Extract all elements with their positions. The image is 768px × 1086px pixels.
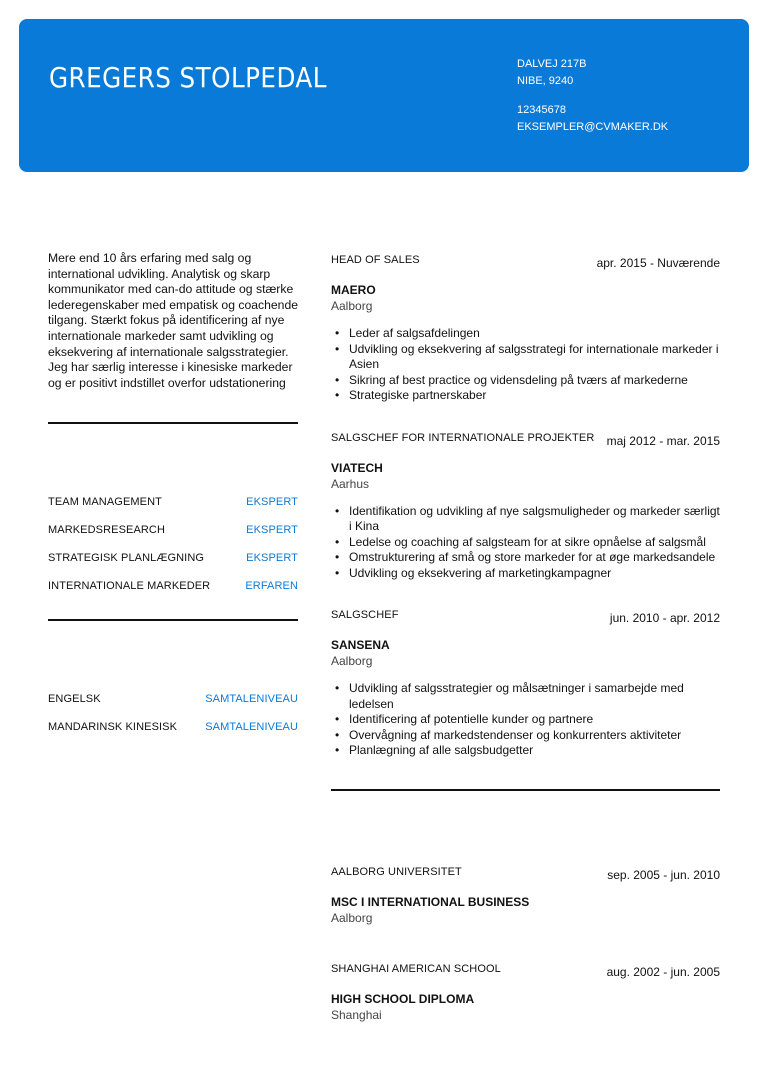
job-date: maj 2012 - mar. 2015 bbox=[606, 433, 720, 448]
company-name: SANSENA bbox=[331, 638, 390, 652]
skill-row bbox=[48, 580, 298, 608]
job-title: HEAD OF SALES bbox=[331, 254, 420, 266]
education-entry bbox=[331, 961, 720, 1022]
school-name: SHANGHAI AMERICAN SCHOOL bbox=[331, 962, 501, 975]
skill-row bbox=[48, 496, 298, 524]
job-entry bbox=[331, 607, 720, 759]
job-entry bbox=[331, 252, 720, 404]
phone-number: 12345678 bbox=[517, 104, 566, 116]
job-date: jun. 2010 - apr. 2012 bbox=[609, 611, 720, 625]
skill-level: EKSPERT bbox=[246, 524, 298, 537]
education-entry bbox=[331, 864, 720, 925]
left-column bbox=[48, 210, 298, 749]
section-divider bbox=[48, 422, 298, 424]
job-bullets bbox=[331, 504, 720, 582]
list-item: • Planlægning af alle salgsbudgetter bbox=[331, 743, 720, 759]
degree-name: HIGH SCHOOL DIPLOMA bbox=[331, 991, 475, 1006]
company-name: MAERO bbox=[331, 283, 376, 297]
skill-name: MARKEDSRESEARCH bbox=[48, 524, 166, 537]
list-item: • Omstrukturering af små og store markeder for at øge markedsandele bbox=[331, 550, 720, 566]
education-date: aug. 2002 - jun. 2005 bbox=[606, 964, 720, 979]
experience-heading: ERHVERVSERFARING bbox=[331, 210, 476, 233]
languages-heading: SPROG bbox=[48, 652, 113, 675]
degree-name: MSC I INTERNATIONAL BUSINESS bbox=[331, 894, 530, 909]
language-name: ENGELSK bbox=[48, 693, 101, 706]
skill-row bbox=[48, 524, 298, 552]
address-line-2: NIBE, 9240 bbox=[517, 75, 574, 87]
right-column bbox=[331, 210, 720, 1022]
list-item: • Ledelse og coaching af salgsteam for at sikre opnåelse af salgsmål bbox=[331, 535, 720, 551]
language-name: MANDARINSK KINESISK bbox=[48, 721, 178, 734]
education-location: Shanghai bbox=[331, 1007, 382, 1022]
email-address[interactable]: EKSEMPLER@CVMAKER.DK bbox=[517, 121, 669, 133]
job-location: Aalborg bbox=[331, 299, 373, 313]
skill-name: TEAM MANAGEMENT bbox=[48, 496, 162, 509]
list-item: • Identifikation og udvikling af nye salgsmuligheder og markeder særligt i Kina bbox=[331, 504, 720, 535]
list-item: • Overvågning af markedstendenser og konkurrenters aktiviteter bbox=[331, 728, 720, 744]
job-title: SALGSCHEF bbox=[331, 609, 399, 621]
job-title: SALGSCHEF FOR INTERNATIONALE PROJEKTER bbox=[331, 431, 595, 444]
list-item: • Sikring af best practice og vidensdeling på tværs af markederne bbox=[331, 373, 720, 389]
job-bullets bbox=[331, 326, 720, 404]
language-level: SAMTALENIVEAU bbox=[205, 693, 298, 706]
job-entry bbox=[331, 430, 720, 582]
address-line-1: DALVEJ 217B bbox=[517, 58, 587, 70]
profile-heading: PROFIL bbox=[48, 210, 114, 233]
education-date: sep. 2005 - jun. 2010 bbox=[607, 867, 720, 882]
company-name: VIATECH bbox=[331, 460, 383, 475]
list-item: • Leder af salgsafdelingen bbox=[331, 326, 720, 342]
section-divider bbox=[48, 619, 298, 621]
skill-level: ERFAREN bbox=[245, 580, 298, 593]
education-location: Aalborg bbox=[331, 910, 373, 925]
section-divider bbox=[331, 789, 720, 791]
list-item: • Strategiske partnerskaber bbox=[331, 388, 720, 404]
profile-text: Mere end 10 års erfaring med salg og international udvikling. Analytisk og skarp kommunikator med can-do attitude og stærke lederegenskaber med empatisk og coachende tilgang. Stærkt fokus på identificering af nye internationale markeder samt udvikling og eksekvering af internationale salgsstrategier. Jeg har særlig interesse i kinesiske markeder og er positivt indstillet overfor udstationering bbox=[48, 251, 299, 390]
education-heading: UDDANNELSE OG KVALIFIKATIONER bbox=[331, 822, 558, 845]
language-row bbox=[48, 693, 298, 721]
contact-block bbox=[517, 56, 668, 136]
skill-level: EKSPERT bbox=[246, 496, 298, 509]
job-location: Aarhus bbox=[331, 476, 370, 491]
language-level: SAMTALENIVEAU bbox=[205, 721, 298, 734]
languages-list bbox=[48, 693, 298, 749]
school-name: AALBORG UNIVERSITET bbox=[331, 865, 462, 878]
skill-row bbox=[48, 552, 298, 580]
language-row bbox=[48, 721, 298, 749]
list-item: • Udvikling af salgsstrategier og målsætninger i samarbejde med ledelsen bbox=[331, 681, 720, 712]
list-item: • Udvikling og eksekvering af marketingkampagner bbox=[331, 566, 720, 582]
candidate-name: GREGERS STOLPEDAL bbox=[49, 61, 327, 94]
skill-name: STRATEGISK PLANLÆGNING bbox=[48, 552, 205, 565]
list-item: • Identificering af potentielle kunder og partnere bbox=[331, 712, 720, 728]
skill-name: INTERNATIONALE MARKEDER bbox=[48, 580, 211, 593]
header-banner bbox=[19, 19, 749, 172]
job-bullets bbox=[331, 681, 720, 759]
skill-level: EKSPERT bbox=[246, 552, 298, 565]
list-item: • Udvikling og eksekvering af salgsstrategi for internationale markeder i Asien bbox=[331, 342, 720, 373]
job-location: Aalborg bbox=[331, 654, 373, 668]
skills-list bbox=[48, 496, 298, 608]
job-date: apr. 2015 - Nuværende bbox=[596, 256, 720, 270]
skills-heading: FÆRDIGHEDER bbox=[48, 455, 159, 478]
